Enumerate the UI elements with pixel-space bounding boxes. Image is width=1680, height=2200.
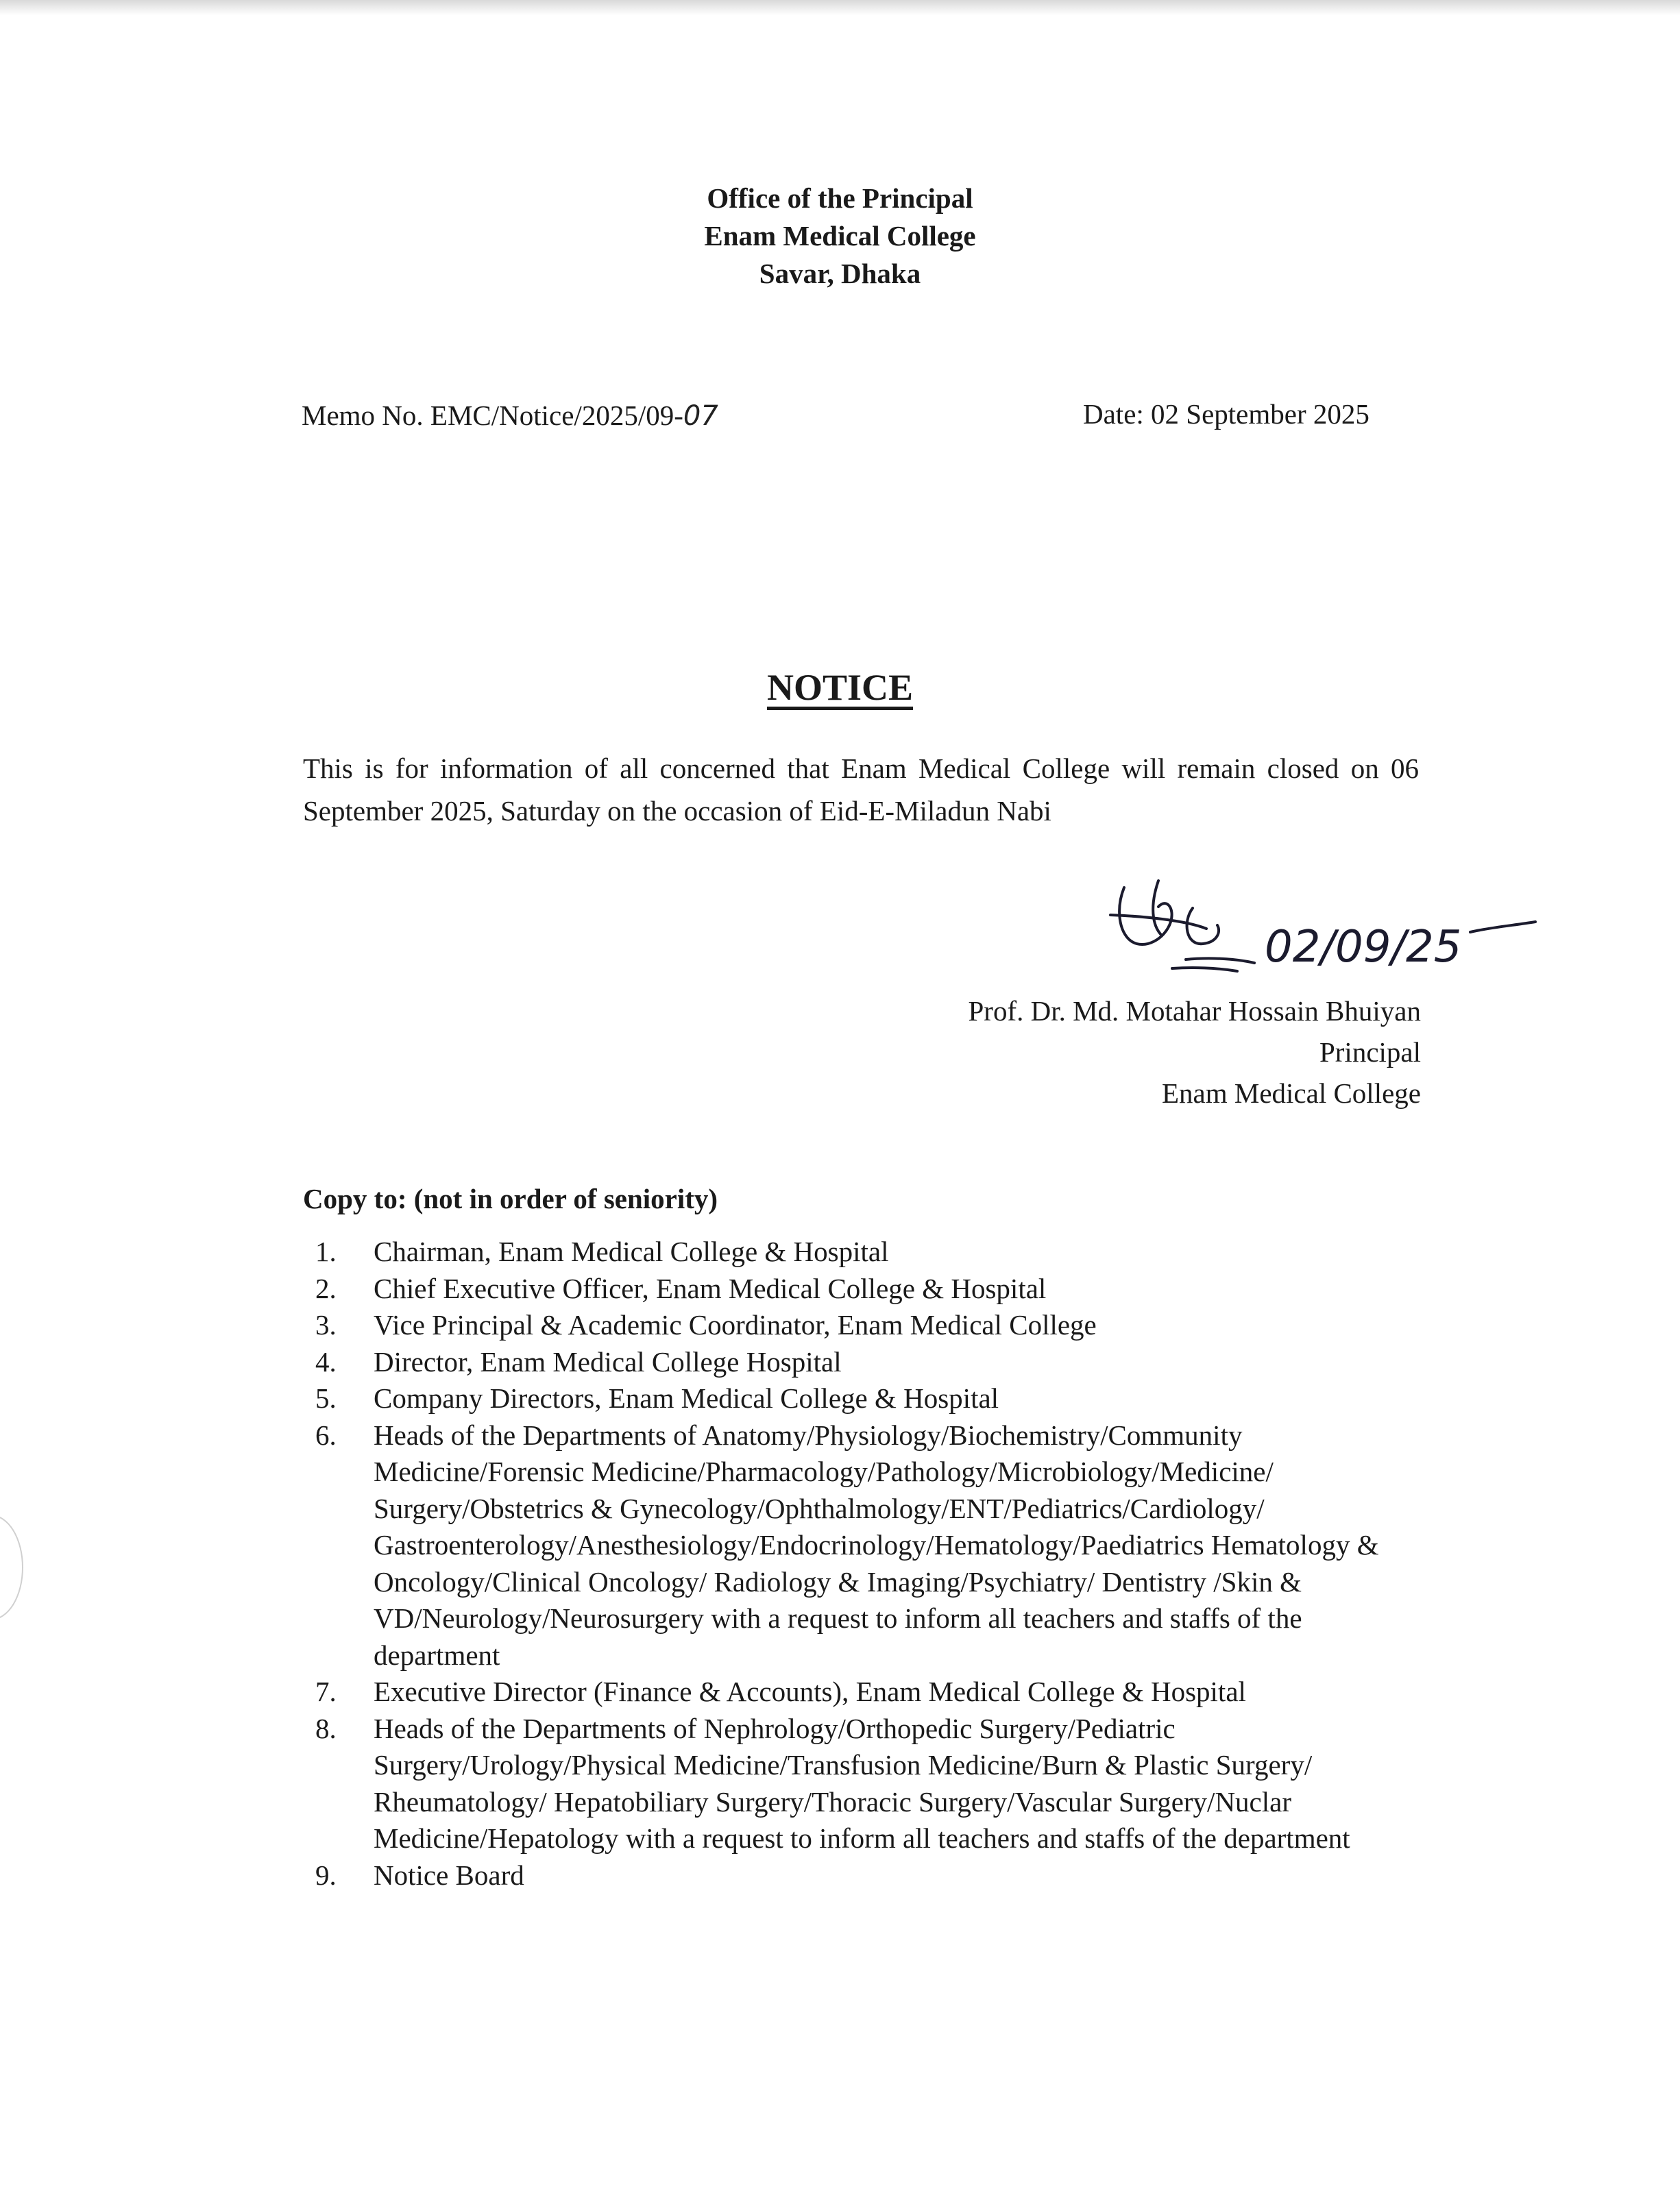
memo-number: [302, 399, 718, 432]
item-number: 6.: [315, 1419, 337, 1451]
notice-date: Date: 02 September 2025: [1083, 398, 1369, 430]
scan-top-edge: [0, 0, 1680, 15]
signatory-name: Prof. Dr. Md. Motahar Hossain Bhuiyan: [968, 995, 1421, 1027]
copy-to-item: [302, 1271, 1426, 1308]
letterhead: [0, 180, 1680, 293]
copy-to-item: [302, 1380, 1426, 1417]
item-text: Notice Board: [374, 1859, 524, 1891]
copy-to-item: [302, 1307, 1426, 1344]
copy-to-item: [302, 1857, 1426, 1894]
copy-to-item: [302, 1417, 1426, 1674]
item-text: Chief Executive Officer, Enam Medical College & Hospital: [374, 1272, 1047, 1304]
notice-title: NOTICE: [766, 667, 914, 708]
signatory-block: [968, 990, 1421, 1114]
item-number: 8.: [315, 1712, 337, 1744]
copy-to-heading: Copy to: (not in order of seniority): [303, 1183, 718, 1214]
memo-handwritten-number: 07: [683, 400, 718, 432]
notice-body: This is for information of all concerned that Enam Medical College will remain closed on 06 September 2025, Saturday on the occasion of Eid-E-Miladun Nabi: [303, 753, 1419, 827]
scan-hole-mark: [0, 1515, 23, 1620]
item-number: 2.: [315, 1272, 337, 1304]
item-text: Heads of the Departments of Nephrology/Orthopedic Surgery/Pediatric Surgery/Urology/Physical Medicine/Transfusion Medicine/Burn & Plastic Surgery/ Rheumatology/ Hepatobiliary Surgery/Thoracic Surgery/Vascular Surgery/Nuclar Medicine/Hepatology with a request to inform all teachers and staffs of the department: [374, 1712, 1350, 1854]
handwritten-signature: [1090, 867, 1542, 994]
item-text: Vice Principal & Academic Coordinator, Enam Medical College: [374, 1309, 1097, 1341]
copy-to-item: [302, 1234, 1426, 1271]
item-number: 4.: [315, 1345, 337, 1378]
item-number: 5.: [315, 1382, 337, 1414]
item-number: 1.: [315, 1236, 337, 1267]
item-text: Executive Director (Finance & Accounts), Enam Medical College & Hospital: [374, 1676, 1246, 1707]
item-text: Chairman, Enam Medical College & Hospital: [374, 1236, 889, 1267]
item-number: 3.: [315, 1309, 337, 1341]
item-number: 7.: [315, 1676, 337, 1707]
item-number: 9.: [315, 1859, 337, 1891]
copy-to-item: [302, 1711, 1426, 1857]
letterhead-college: Enam Medical College: [704, 220, 976, 252]
item-text: Director, Enam Medical College Hospital: [374, 1345, 842, 1378]
signatory-title: Principal: [1319, 1036, 1421, 1068]
copy-to-item: [302, 1674, 1426, 1711]
handwritten-sign-date: 02/09/25: [1265, 922, 1462, 973]
letterhead-office: Office of the Principal: [707, 182, 973, 214]
item-text: Heads of the Departments of Anatomy/Physiology/Biochemistry/Community Medicine/Forensic Medicine/Pharmacology/Pathology/Microbiology/Medicine/ Surgery/Obstetrics & Gynecology/Ophthalmology/ENT/Pediatrics/Cardiology/ Gastroenterology/Anesthesiology/Endocrinology/Hematology/Paediatrics Hematology & Oncology/Clinical Oncology/ Radiology & Imaging/Psychiatry/ Dentistry /Skin & VD/Neurology/Neurosurgery with a request to inform all teachers and staffs of the department: [374, 1419, 1379, 1671]
signatory-institution: Enam Medical College: [1162, 1077, 1421, 1109]
copy-to-list: [302, 1234, 1426, 1894]
item-text: Company Directors, Enam Medical College & Hospital: [374, 1382, 999, 1414]
letterhead-location: Savar, Dhaka: [759, 258, 921, 289]
copy-to-item: [302, 1344, 1426, 1381]
memo-prefix: Memo No. EMC/Notice/2025/09-: [302, 400, 683, 431]
